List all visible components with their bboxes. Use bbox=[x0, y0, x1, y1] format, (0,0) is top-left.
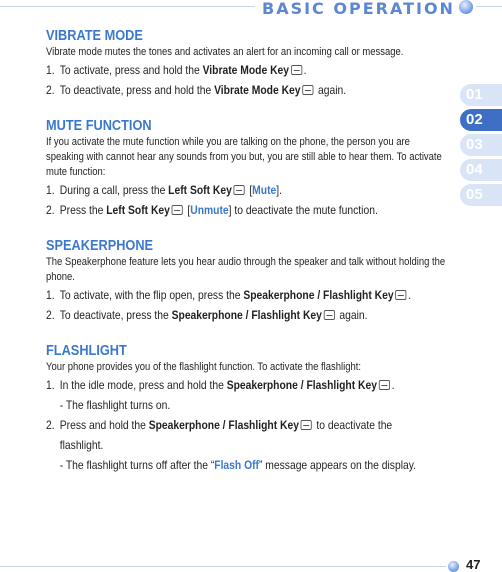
step-text: To deactivate, press the bbox=[59, 308, 172, 322]
step-text: To deactivate, press and hold the bbox=[59, 83, 215, 97]
step-number: 1. bbox=[46, 183, 55, 197]
chapter-tab-04[interactable]: 04 bbox=[460, 159, 502, 181]
key-name: Left Soft Key bbox=[106, 203, 170, 217]
header-rule-right bbox=[476, 6, 502, 7]
header-orb-icon bbox=[459, 0, 473, 14]
page-content bbox=[46, 27, 456, 475]
step-text: Press and hold the bbox=[59, 418, 149, 432]
key-name: Vibrate Mode Key bbox=[202, 63, 290, 77]
key-name: Speakerphone / Flashlight Key bbox=[243, 288, 394, 302]
footer-rule bbox=[0, 566, 446, 567]
bracket-close: ]. bbox=[276, 183, 283, 197]
step-text: To activate, press and hold the bbox=[59, 63, 203, 77]
speaker-section-title: SPEAKERPHONE bbox=[46, 238, 154, 254]
step-text-end: ] to deactivate the mute function. bbox=[228, 203, 378, 217]
speakerphone-key-icon bbox=[395, 290, 406, 300]
chapter-tabs bbox=[460, 84, 502, 209]
step-text-end: . bbox=[408, 288, 412, 302]
step-number: 1. bbox=[46, 288, 55, 302]
chapter-tab-01[interactable]: 01 bbox=[460, 84, 502, 106]
key-name: Speakerphone / Flashlight Key bbox=[148, 418, 299, 432]
chapter-tab-03[interactable]: 03 bbox=[460, 134, 502, 156]
flash-off-label: Flash Off bbox=[214, 458, 259, 472]
mute-step-1 bbox=[46, 180, 464, 200]
vibrate-section-title: VIBRATE MODE bbox=[46, 28, 143, 44]
bracket-open: [ bbox=[246, 183, 253, 197]
flashlight-step-2-result bbox=[46, 455, 464, 475]
speakerphone-key-icon bbox=[324, 310, 335, 320]
key-name: Speakerphone / Flashlight Key bbox=[171, 308, 322, 322]
flashlight-key-icon bbox=[301, 420, 312, 430]
flashlight-section-title: FLASHLIGHT bbox=[46, 343, 127, 359]
step-number: 2. bbox=[46, 418, 55, 432]
step-number: 2. bbox=[46, 308, 55, 322]
key-name: Vibrate Mode Key bbox=[214, 83, 301, 97]
unmute-label: Unmute bbox=[190, 203, 229, 217]
page-number: 47 bbox=[466, 557, 481, 572]
speaker-step-2 bbox=[46, 305, 464, 325]
vibrate-intro: Vibrate mode mutes the tones and activates an alert for an incoming call or message. bbox=[46, 46, 404, 58]
header-title: BASIC OPERATION bbox=[262, 0, 455, 18]
step-text-end: to deactivate the bbox=[313, 418, 393, 432]
step-text-end: . bbox=[303, 63, 307, 77]
step-text: In the idle mode, press and hold the bbox=[59, 378, 227, 392]
step-text-end: again. bbox=[336, 308, 368, 322]
header-rule-left bbox=[0, 6, 255, 7]
speaker-step-1 bbox=[46, 285, 464, 305]
chapter-tab-05[interactable]: 05 bbox=[460, 184, 502, 206]
left-soft-key-icon bbox=[234, 185, 245, 195]
step-number: 2. bbox=[46, 83, 55, 97]
flashlight-step-2-continued: flashlight. bbox=[59, 438, 104, 452]
flashlight-step-2 bbox=[46, 415, 464, 435]
mute-label: Mute bbox=[252, 183, 277, 197]
left-soft-key-icon bbox=[172, 205, 183, 215]
step-number: 1. bbox=[46, 378, 55, 392]
flashlight-intro: Your phone provides you of the flashlight function. To activate the flashlight: bbox=[46, 361, 362, 373]
step-number: 1. bbox=[46, 63, 55, 77]
chapter-tab-02[interactable]: 02 bbox=[460, 109, 502, 131]
step-number: 2. bbox=[46, 203, 55, 217]
step-text: During a call, press the bbox=[59, 183, 169, 197]
vibrate-step-1 bbox=[46, 60, 464, 80]
flashlight-key-icon bbox=[379, 380, 390, 390]
speaker-intro: The Speakerphone feature lets you hear audio through the speaker and talk without holding the phone. bbox=[46, 256, 446, 283]
step-text-end: again. bbox=[315, 83, 347, 97]
key-name: Left Soft Key bbox=[168, 183, 232, 197]
result-text-end: ” message appears on the display. bbox=[258, 458, 417, 472]
footer-orb-icon bbox=[448, 561, 459, 572]
vibrate-key-icon bbox=[291, 65, 302, 75]
key-name: Speakerphone / Flashlight Key bbox=[226, 378, 377, 392]
mute-section-title: MUTE FUNCTION bbox=[46, 118, 152, 134]
result-text: - The flashlight turns off after the “ bbox=[59, 458, 215, 472]
bracket-open: [ bbox=[184, 203, 191, 217]
mute-intro: If you activate the mute function while you are talking on the phone, the person you are speaking with cannot hear any sounds from you but, you are still able to hear them. To activate mute function: bbox=[46, 136, 442, 178]
step-text: To activate, with the flip open, press the bbox=[59, 288, 244, 302]
vibrate-step-2 bbox=[46, 80, 464, 100]
vibrate-key-icon bbox=[302, 85, 313, 95]
flashlight-step-1-result: - The flashlight turns on. bbox=[59, 398, 171, 412]
flashlight-step-1 bbox=[46, 375, 464, 395]
step-text-end: . bbox=[391, 378, 395, 392]
mute-step-2 bbox=[46, 200, 464, 220]
step-text: Press the bbox=[59, 203, 107, 217]
